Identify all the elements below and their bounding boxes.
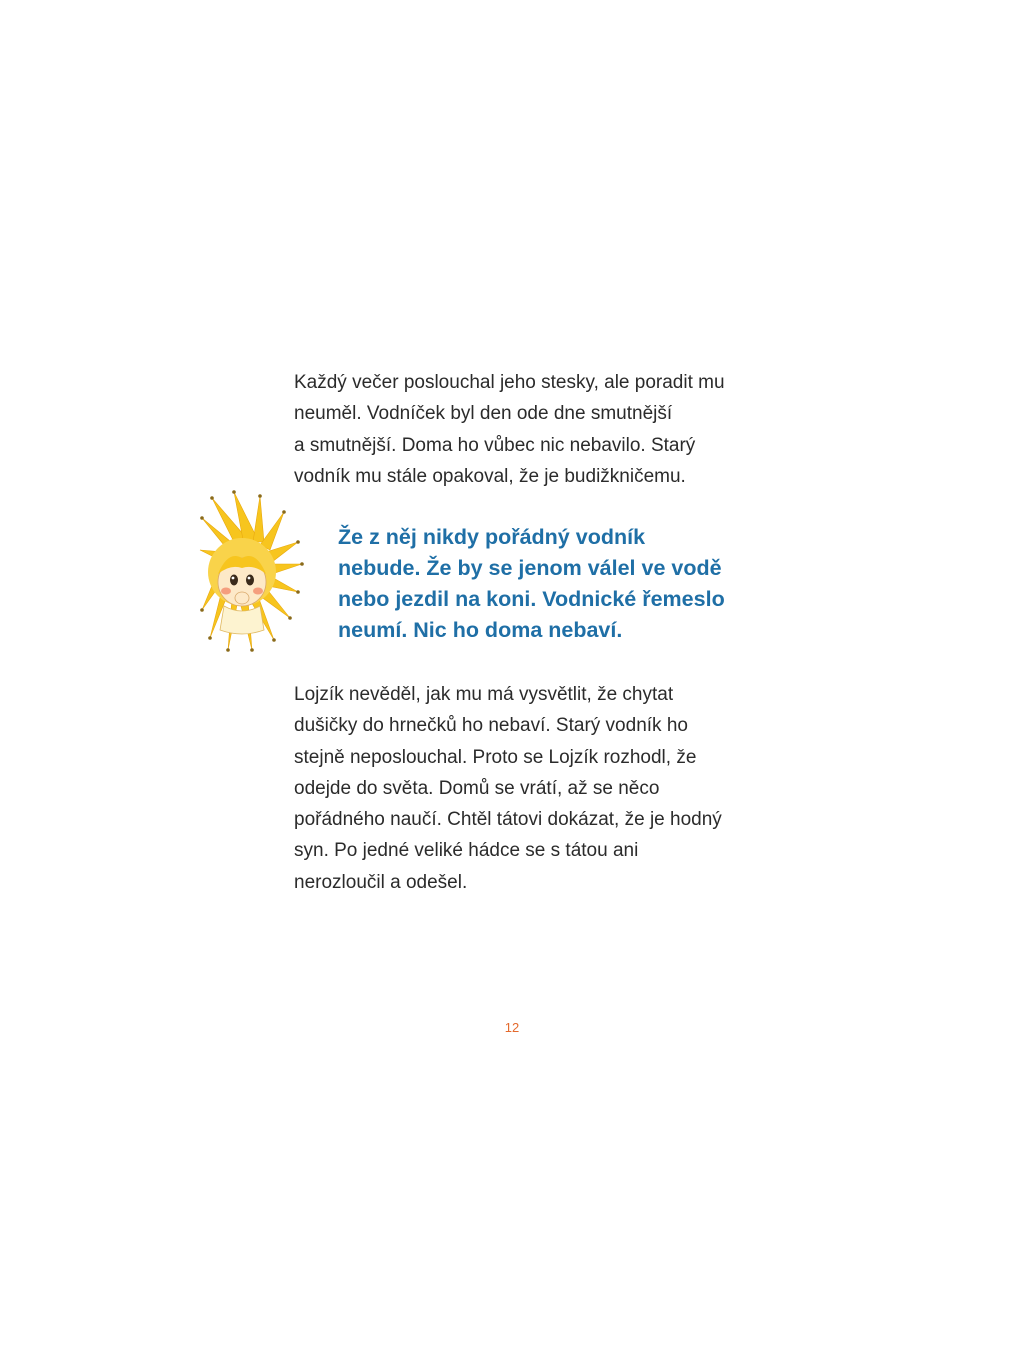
text-line: stejně neposlouchal. Proto se Lojzík rozhodl, že: [294, 746, 697, 768]
body-paragraph-1: [294, 367, 725, 492]
text-line: neuměl. Vodníček byl den ode dne smutnější: [294, 403, 673, 425]
text-line: dušičky do hrnečků ho nebaví. Starý vodník ho: [294, 715, 688, 737]
sun-girl-illustration: [198, 490, 308, 660]
highlight-line: nebo jezdil na koni. Vodnické řemeslo: [338, 587, 725, 611]
text-line: vodník mu stále opakoval, že je budižkničemu.: [294, 465, 686, 487]
highlight-line: Že z něj nikdy pořádný vodník: [338, 525, 646, 549]
text-line: Každý večer poslouchal jeho stesky, ale poradit mu: [294, 372, 725, 393]
text-line: a smutnější. Doma ho vůbec nic nebavilo. Starý: [294, 434, 696, 456]
highlight-line: nebude. Že by se jenom válel ve vodě: [338, 556, 722, 580]
text-line: odejde do světa. Domů se vrátí, až se něco: [294, 777, 660, 799]
page-number: 12: [504, 1020, 520, 1035]
highlight-line: neumí. Nic ho doma nebaví.: [338, 618, 623, 642]
body-paragraph-2: [294, 679, 722, 898]
text-line: nerozloučil a odešel.: [294, 871, 468, 893]
text-line: syn. Po jedné veliké hádce se s tátou ani: [294, 840, 639, 862]
text-line: Lojzík nevěděl, jak mu má vysvětlit, že chytat: [294, 684, 674, 705]
text-line: pořádného naučí. Chtěl tátovi dokázat, že je hodný: [294, 809, 722, 831]
highlight-quote: [338, 522, 725, 646]
